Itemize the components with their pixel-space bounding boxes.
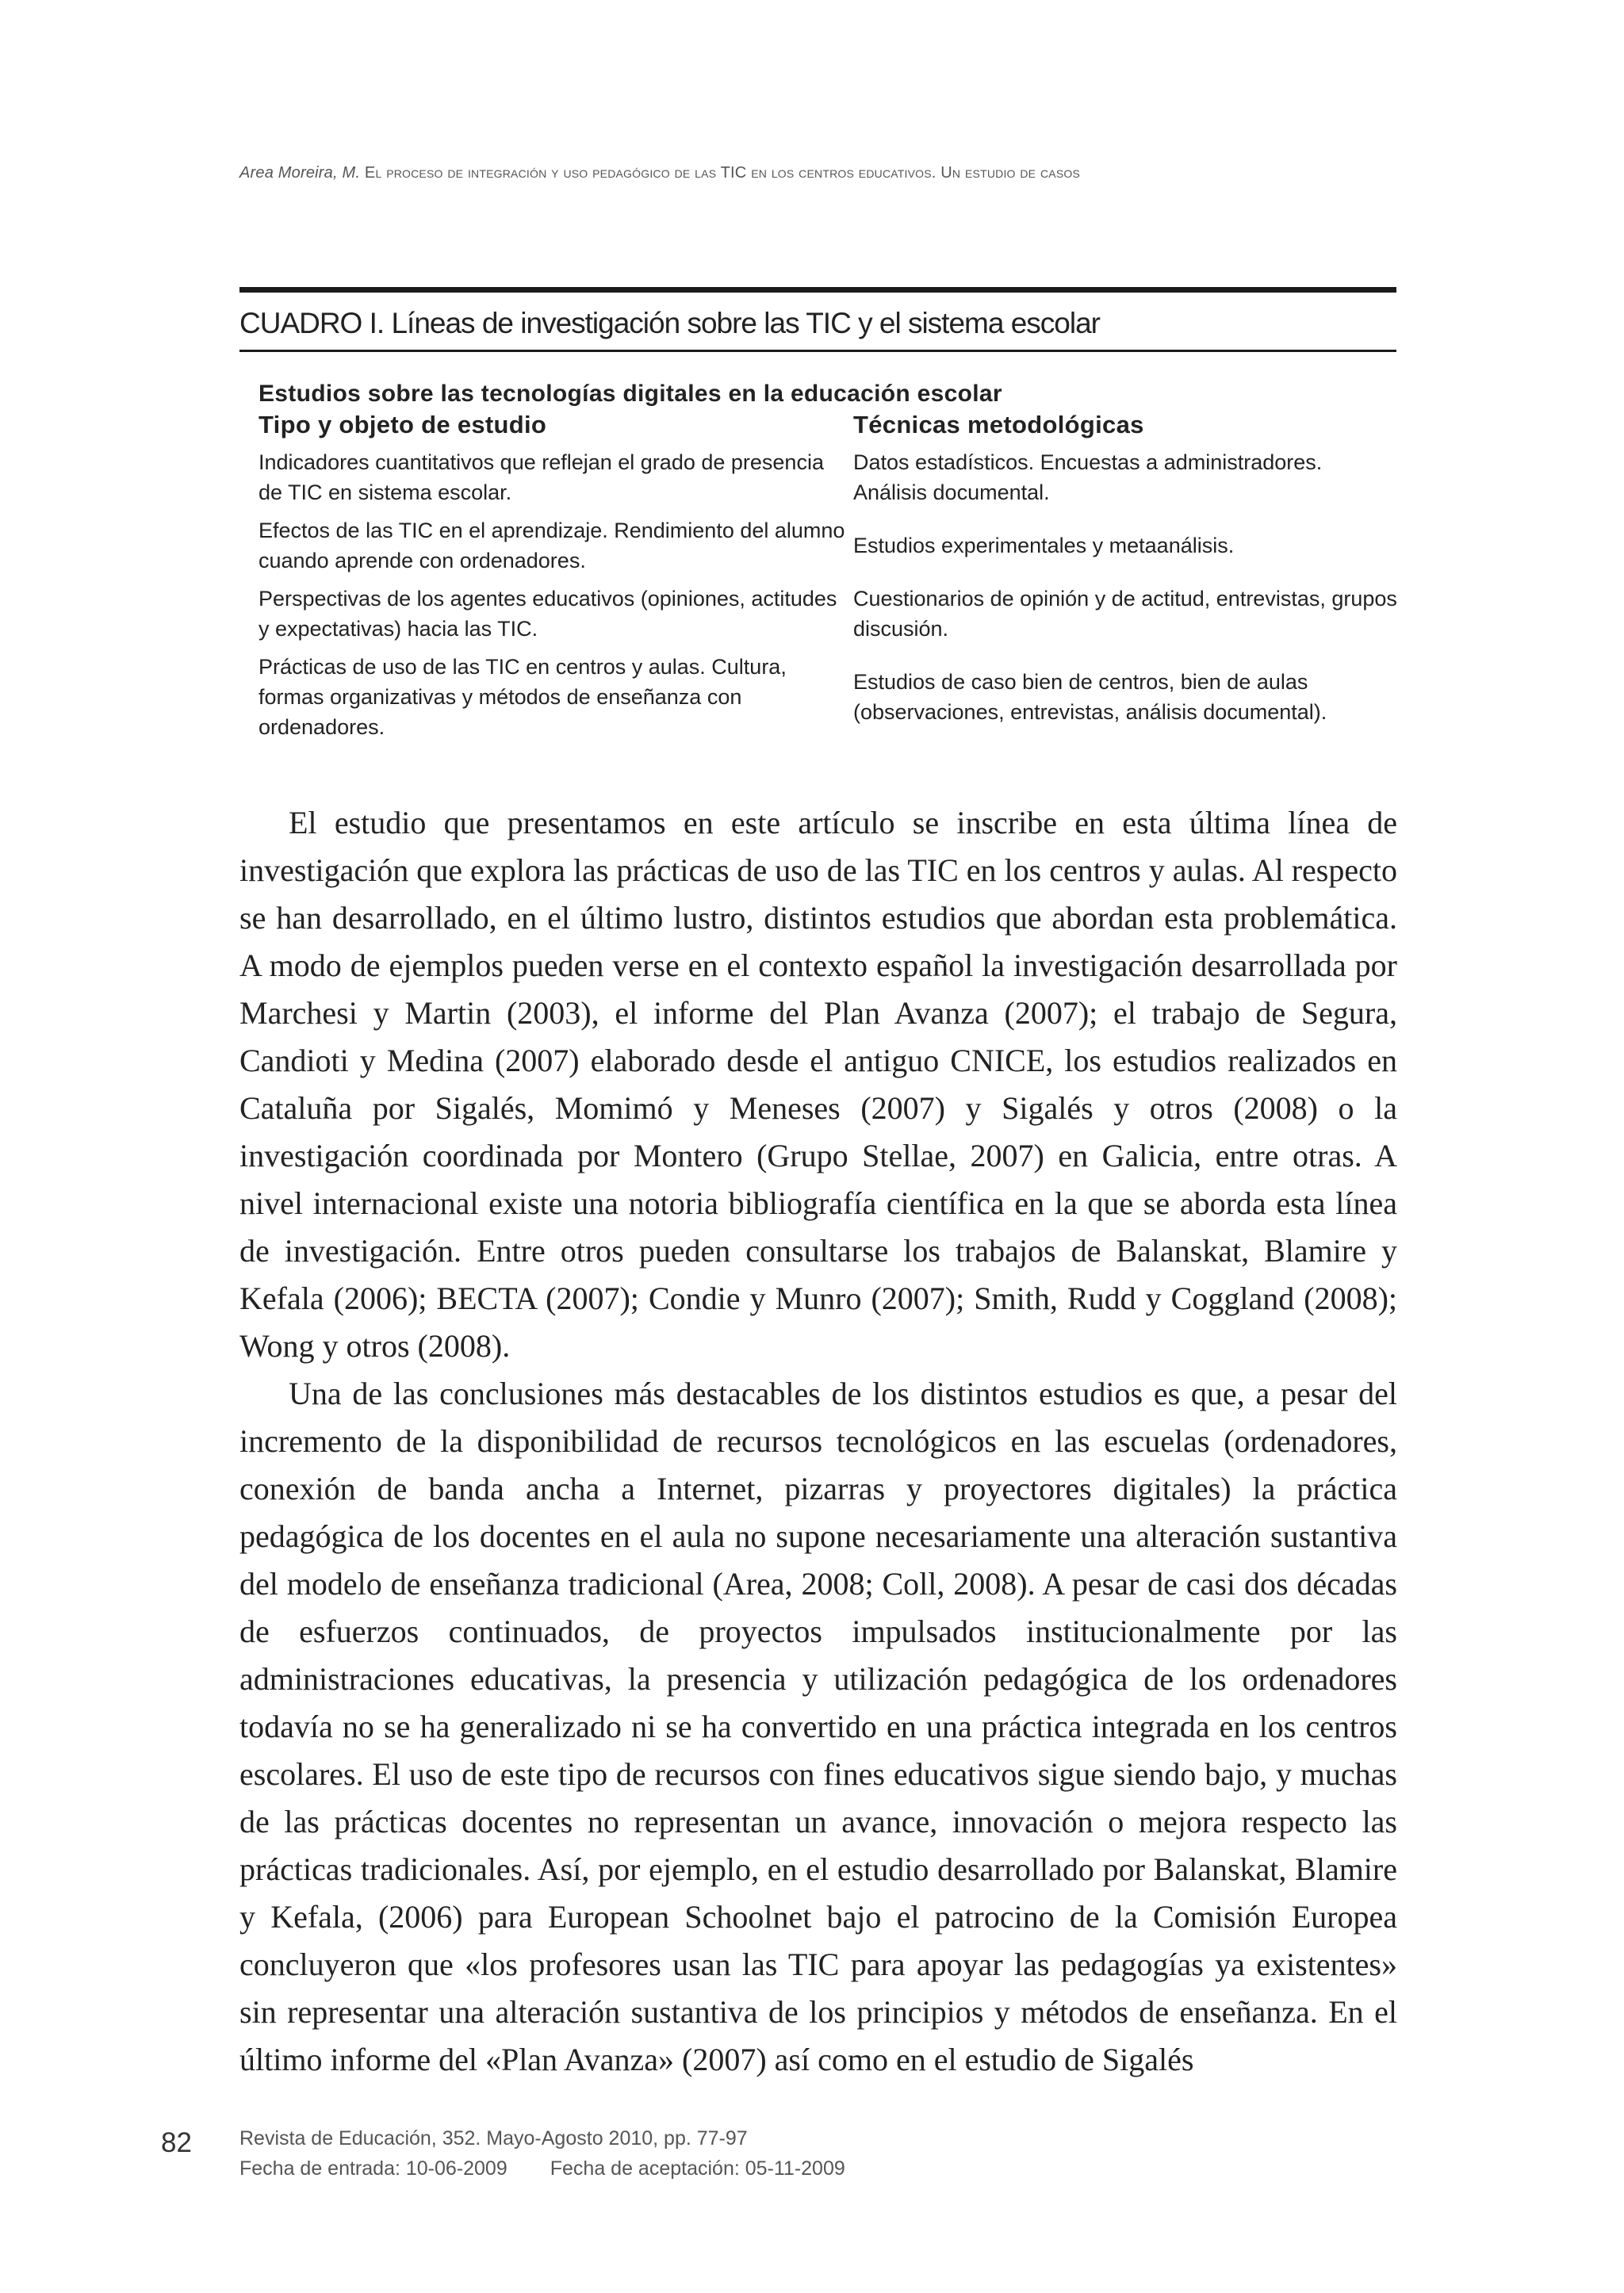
research-lines-table bbox=[259, 381, 1400, 742]
box-label: CUADRO I. bbox=[239, 307, 385, 339]
table-row bbox=[259, 584, 1400, 644]
footer-received-date: Fecha de entrada: 10-06-2009 bbox=[239, 2157, 508, 2180]
table-cell-technique: Estudios de caso bien de centros, bien de aulas (observaciones, entrevistas, análisis documental). bbox=[853, 670, 1327, 724]
running-header bbox=[239, 164, 1397, 182]
page-number: 82 bbox=[161, 2127, 192, 2158]
box-bottom-rule bbox=[239, 350, 1396, 352]
table-cell-technique: Estudios experimentales y metaanálisis. bbox=[853, 534, 1235, 557]
column-header-type: Tipo y objeto de estudio bbox=[259, 411, 547, 438]
footer bbox=[239, 2123, 845, 2184]
footer-accepted-date: Fecha de aceptación: 05-11-2009 bbox=[550, 2157, 845, 2180]
table-cell-type: Indicadores cuantitativos que reflejan el grado de presencia de TIC en sistema escolar. bbox=[259, 450, 824, 504]
table-cell-type: Perspectivas de los agentes educativos (opiniones, actitudes y expectativas) hacia las TIC. bbox=[259, 587, 837, 641]
table-box bbox=[239, 287, 1396, 352]
table-row bbox=[259, 652, 1400, 742]
table-heading: Estudios sobre las tecnologías digitales en la educación escolar bbox=[259, 381, 1002, 407]
table-cell-technique: Cuestionarios de opinión y de actitud, entrevistas, grupos discusión. bbox=[853, 587, 1397, 641]
running-header-author: Area Moreira, M. bbox=[239, 164, 361, 182]
body-paragraph: El estudio que presentamos en este artículo se inscribe en esta última línea de investigación que explora las prácticas de uso de las TIC en los centros y aulas. Al respecto se han desarrollado, en el último lustro, distintos estudios que abordan esta problemática. A modo de ejemplos pueden verse en el contexto español la investigación desarrollada por Marchesi y Martin (2003), el informe del Plan Avanza (2007); el trabajo de Segura, Candioti y Medina (2007) elaborado desde el antiguo CNICE, los estudios realizados en Cataluña por Sigalés, Momimó y Meneses (2007) y Sigalés y otros (2008) o la investigación coordinada por Montero (Grupo Stellae, 2007) en Galicia, entre otras. A nivel internacional existe una notoria bibliografía científica en la que se aborda esta línea de investigación. Entre otros pueden consultarse los trabajos de Balanskat, Blamire y Kefala (2006); BECTA (2007); Condie y Munro (2007); Smith, Rudd y Coggland (2008); Wong y otros (2008). bbox=[239, 805, 1397, 1364]
table-row bbox=[259, 447, 1400, 507]
table-cell-type: Efectos de las TIC en el aprendizaje. Rendimiento del alumno cuando aprende con ordenadores. bbox=[259, 519, 845, 572]
running-header-title: El proceso de integración y uso pedagógico de las TIC en los centros educativos. Un estudio de casos bbox=[364, 164, 1080, 182]
box-top-rule bbox=[239, 287, 1396, 293]
table-cell-technique: Datos estadísticos. Encuestas a administradores. Análisis documental. bbox=[853, 450, 1323, 504]
table-column-headers bbox=[259, 411, 1400, 439]
box-title bbox=[239, 307, 1396, 340]
footer-dates bbox=[239, 2153, 845, 2184]
body-paragraph: Una de las conclusiones más destacables de los distintos estudios es que, a pesar del incremento de la disponibilidad de recursos tecnológicos en las escuelas (ordenadores, conexión de banda ancha a Internet, pizarras y proyectores digitales) la práctica pedagógica de los docentes en el aula no supone necesariamente una alteración sustantiva del modelo de enseñanza tradicional (Area, 2008; Coll, 2008). A pesar de casi dos décadas de esfuerzos continuados, de proyectos impulsados institucionalmente por las administraciones educativas, la presencia y utilización pedagógica de los ordenadores todavía no se ha generalizado ni se ha convertido en una práctica integrada en los centros escolares. El uso de este tipo de recursos con fines educativos sigue siendo bajo, y muchas de las prácticas docentes no representan un avance, innovación o mejora respecto las prácticas tradicionales. Así, por ejemplo, en el estudio desarrollado por Balanskat, Blamire y Kefala, (2006) para European Schoolnet bajo el patrocino de la Comisión Europea concluyeron que «los profesores usan las TIC para apoyar las pedagogías ya existentes» sin representar una alteración sustantiva de los principios y métodos de enseñanza. En el último informe del «Plan Avanza» (2007) así como en el estudio de Sigalés bbox=[239, 1376, 1397, 2077]
box-title-text: Líneas de investigación sobre las TIC y el sistema escolar bbox=[391, 307, 1100, 339]
table-row bbox=[259, 515, 1400, 576]
column-header-techniques: Técnicas metodológicas bbox=[853, 411, 1144, 438]
table-cell-type: Prácticas de uso de las TIC en centros y aulas. Cultura, formas organizativas y métodos de enseñanza con ordenadores. bbox=[259, 655, 787, 739]
body-text bbox=[239, 799, 1397, 2084]
footer-journal: Revista de Educación, 352. Mayo-Agosto 2010, pp. 77-97 bbox=[239, 2127, 748, 2149]
